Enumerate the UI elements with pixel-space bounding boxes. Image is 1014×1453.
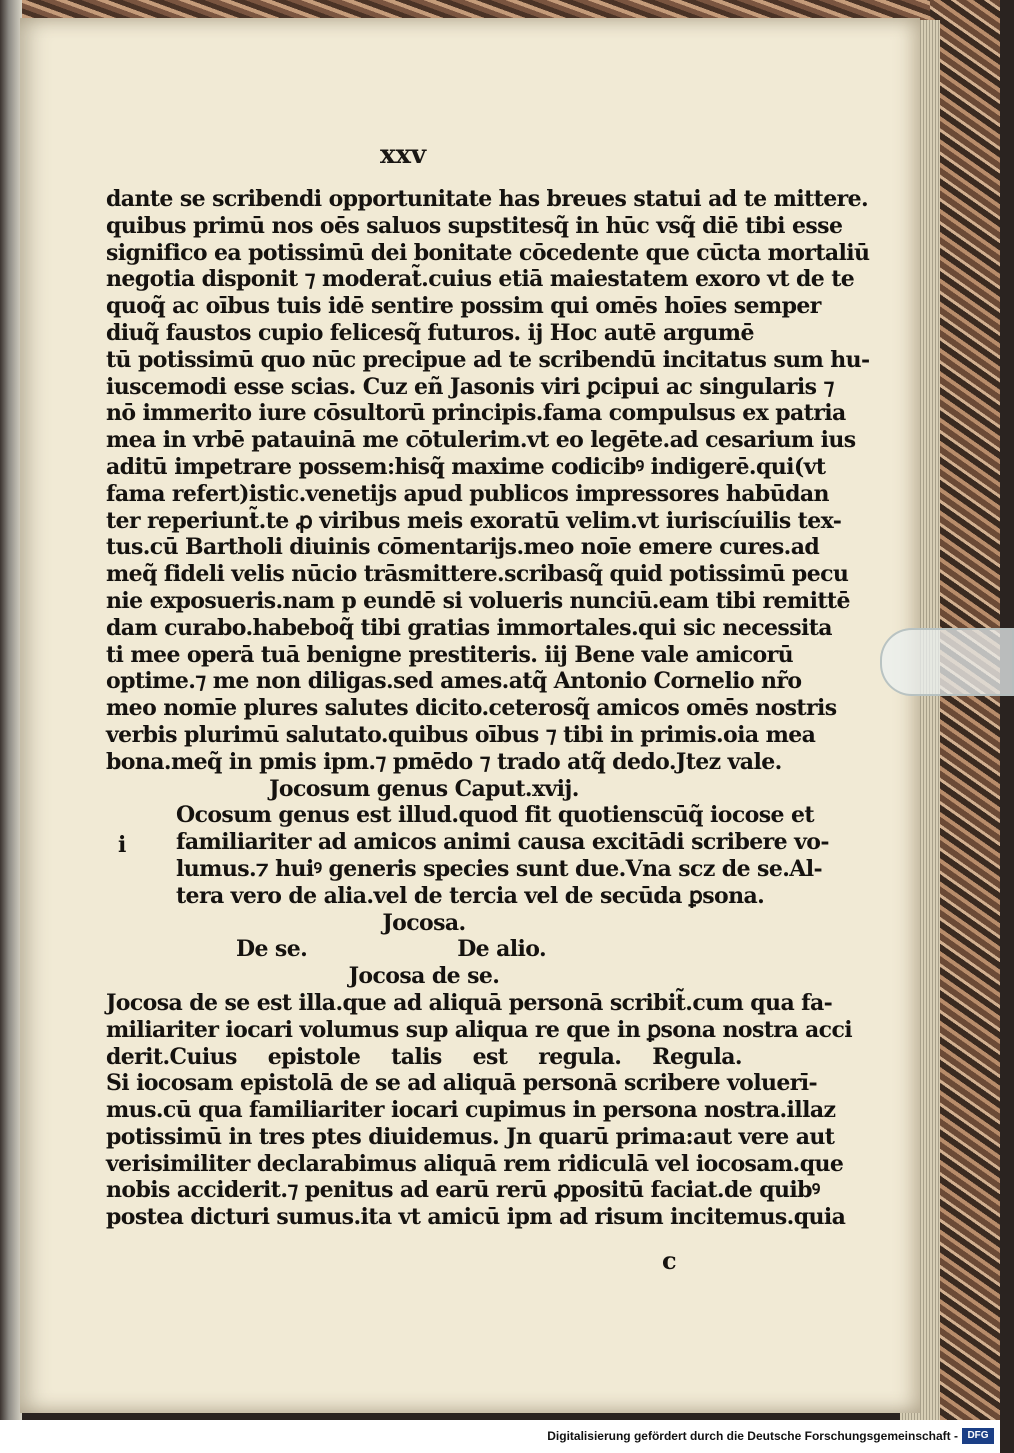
signature-mark: c [662,1246,677,1275]
chapter-line: lumus.⁊ huiꝰ generis species sunt due.Vna scz de se.Al- [176,855,823,882]
footer-bar [0,1420,1000,1453]
text-line: nō immerito iure cōsultorū principis.fama compulsus ex patria [106,400,846,427]
text-line: potissimū in tres ptes diuidemus. Jn quarū prima:aut vere aut [106,1123,835,1150]
text-line: ter reperiunt̃.te ꝓ viribus meis exoratū velim.vt iuriscíuilis tex- [106,507,842,534]
text-line: meo nomīe plures salutes dicito.ceterosq̃ amicos omēs nostris [106,695,837,722]
text-line: significo ea potissimū dei bonitate cōcedente que cūcta mortaliū [106,239,870,266]
dfg-logo: DFG [962,1428,994,1444]
text-line: ti mee operā tuā benigne prestiteris. iij Bene vale amicorū [106,641,793,668]
chapter-title: Jocosum genus Caput.xvij. [269,775,579,802]
heading-row [106,936,742,963]
page-clip [880,628,1014,696]
text-line: bona.meq̃ in pmis ipm.⁊ pmēdo ⁊ trado atq̃ dedo.Jtez vale. [106,748,782,775]
text-line: iuscemodi esse scias. Cuz eñ Jasonis viri ꝑcipui ac singularis ⁊ [106,373,834,400]
text-line: negotia disponit ⁊ moderat̃.cuius etiā maiestatem exoro vt de te [106,266,855,293]
text-line: meq̃ fideli velis nūcio trāsmittere.scribasq̃ quid potissimū pecu [106,561,849,588]
chapter-line: familiariter ad amicos animi causa excitādi scribere vo- [176,829,829,856]
heading-de-alio: De alio. [457,936,547,963]
text-line: verbis plurimū salutato.quibus oībus ⁊ tibi in primis.oia mea [106,721,816,748]
text-line: quoq̃ ac oībus tuis idē sentire possim qui omēs hoīes semper [106,293,821,320]
text-line: optime.⁊ me non diligas.sed ames.atq̃ Antonio Cornelio nr̃o [106,668,802,695]
text-line: mus.cū qua familiariter iocari cupimus in persona nostra.illaz [106,1097,836,1124]
text-line: Si iocosam epistolā de se ad aliquā personā scribere voluerī- [106,1070,818,1097]
text-line: postea dicturi sumus.ita vt amicū ipm ad risum incitemus.quia [106,1204,846,1231]
text-line: diuq̃ faustos cupio felicesq̃ futuros. ij Hoc autē argumē [106,319,754,346]
footer-credit: Digitalisierung gefördert durch die Deutsche Forschungsgemeinschaft - [547,1429,958,1443]
text-line: miliariter iocari volumus sup aliqua re que in ꝑsona nostra acci [106,1016,853,1043]
text-line: verisimiliter declarabimus aliquā rem ridiculā vel iocosam.que [106,1150,844,1177]
text-line: dante se scribendi opportunitate has breues statui ad te mittere. [106,186,869,212]
heading-jocosa-de-se: Jocosa de se. [348,963,500,990]
text-line: aditū impetrare possem:hisq̃ maxime codicibꝰ indigerē.qui(vt [106,453,826,480]
text-line: tū potissimū quo nūc precipue ad te scribendū incitatus sum hu- [106,346,870,373]
text-line: dam curabo.habeboq̃ tibi gratias immortales.qui sic necessita [106,614,832,641]
text-line: derit.Cuius epistole talis est regula. Regula. [106,1043,742,1070]
text-line: nie exposueris.nam p eundē si volueris nunciū.eam tibi remittē [106,587,850,614]
marbled-cover [930,0,1000,1420]
text-line: nobis acciderit.⁊ penitus ad earū rerū ꝓpositū faciat.de quibꝰ [106,1177,820,1204]
heading-jocosa: Jocosa. [382,909,466,936]
text-line: quibus primū nos oēs saluos supstitesq̃ in hūc vsq̃ diē tibi esse [106,212,843,239]
text-line: fama refert)istic.venetijs apud publicos impressores habūdan [106,480,829,507]
book-gutter [0,0,22,1420]
page-text [106,186,870,1231]
text-line: mea in vrbē patauinā me cōtulerim.vt eo legēte.ad cesarium ius [106,427,856,454]
folio-number: xxv [380,140,427,170]
chapter-line: Ocosum genus est illud.quod fit quotienscūq̃ iocose et [176,802,814,829]
text-line: Jocosa de se est illa.que ad aliquā personā scribit̃.cum qua fa- [106,989,833,1016]
text-line: tus.cū Bartholi diuinis cōmentarijs.meo noīe emere cures.ad [106,534,820,561]
heading-de-se: De se. [236,936,308,963]
chapter-line: tera vero de alia.vel de tercia vel de secūda ꝑsona. [176,882,765,909]
guide-letter: i [118,832,127,858]
